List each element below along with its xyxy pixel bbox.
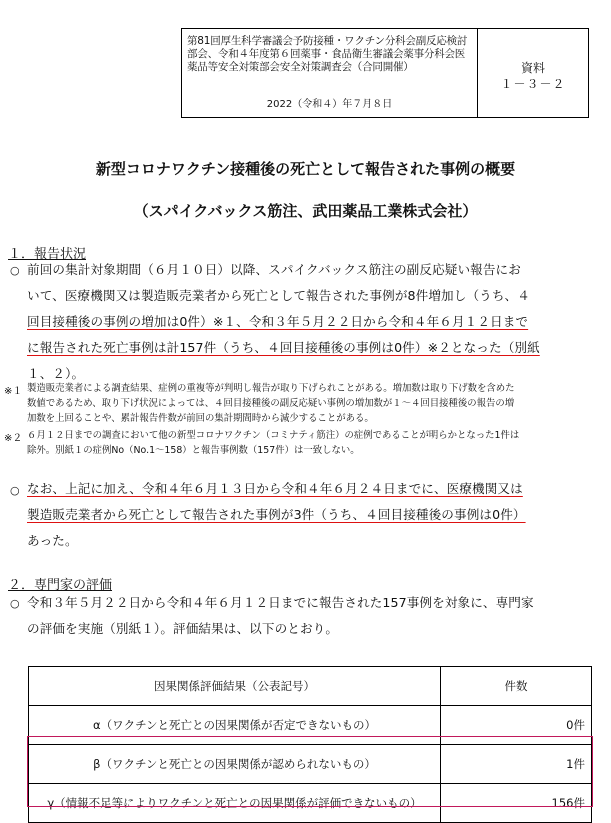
- text-line: に報告された死亡事例は計157件（うち、４回目接種後の事例は0件）※２となった（別紙: [27, 340, 540, 355]
- text-line: 前回の集計対象期間（６月１０日）以降、スパイクバックス筋注の副反応疑い報告にお: [27, 262, 521, 277]
- text-line: あった。: [27, 533, 78, 548]
- document-label: 資料: [520, 61, 545, 75]
- column-header-count: 件数: [441, 667, 592, 706]
- section-heading-expert-evaluation: ２．専門家の評価: [8, 578, 113, 593]
- count-cell: 1件: [441, 745, 592, 784]
- footnote-mark-1: ※１: [4, 386, 23, 397]
- text-line: １、２）。: [27, 366, 85, 381]
- count-cell: 0件: [441, 706, 592, 745]
- meeting-date: 2022（令和４）年７月８日: [266, 99, 393, 110]
- text-line: 回目接種後の事例の増加は0件）※１、令和３年５月２２日から令和４年６月１２日まで: [27, 314, 529, 329]
- text-line: 除外。別紙１の症例No（No.1～158）と報告事例数（157件）は一致しない。: [27, 445, 360, 456]
- page-title: 新型コロナワクチン接種後の死亡として報告された事例の概要: [95, 160, 516, 178]
- text-line: の評価を実施（別紙１）。評価結果は、以下のとおり。: [27, 621, 339, 636]
- category-cell: β（ワクチンと死亡との因果関係が認められないもの）: [29, 745, 441, 784]
- section-heading-report-status: １．報告状況: [8, 247, 87, 262]
- table-header-row: [29, 667, 592, 706]
- text-line: 加数を上回ることや、累計報告件数が前回の集計期間時から減少することがある。: [27, 413, 374, 424]
- column-header-category: 因果関係評価結果（公表記号）: [29, 667, 441, 706]
- document-header-box: [181, 28, 589, 118]
- footnote-1: [27, 381, 593, 426]
- highlight-box: [27, 736, 593, 807]
- bullet-mark: ○: [10, 484, 20, 497]
- text-line: 数値であるため、取り下げ状況によっては、４回目接種後の副反応疑い事例の増加数が１～４回目接種後の報告の増: [27, 398, 515, 409]
- category-cell: γ（情報不足等によりワクチンと死亡との因果関係が評価できないもの）: [29, 784, 441, 823]
- text-line: 令和３年５月２２日から令和４年６月１２日までに報告された157事例を対象に、専門家: [27, 595, 534, 610]
- footnote-mark-2: ※２: [4, 433, 23, 444]
- footnote-2: [27, 428, 593, 458]
- header-meeting-cell: [182, 29, 478, 117]
- text-line: 製造販売業者による調査結果、症例の重複等が判明し報告が取り下げられことがある。増加数は取り下げ数を含めた: [27, 383, 515, 394]
- count-cell: 156件: [441, 784, 592, 823]
- category-cell: α（ワクチンと死亡との因果関係が否定できないもの）: [29, 706, 441, 745]
- meeting-name: 第81回厚生科学審議会予防接種・ワクチン分科会副反応検討部会、令和４年度第６回薬事・食品衛生審議会薬事分科会医薬品等安全対策部会安全対策調査会（合同開催）: [187, 35, 468, 73]
- bullet-mark: ○: [10, 264, 20, 277]
- header-document-cell: [478, 29, 588, 117]
- report-status-paragraph: [27, 257, 593, 387]
- expert-evaluation-paragraph: [27, 590, 593, 642]
- bullet-mark: ○: [10, 597, 20, 610]
- text-line: 製造販売業者から死亡として報告された事例が3件（うち、４回目接種後の事例は0件）: [27, 507, 526, 522]
- text-line: いて、医療機関又は製造販売業者から死亡として報告された事例が8件増加し（うち、４: [27, 288, 530, 303]
- page-subtitle: （スパイクバックス筋注、武田薬品工業株式会社）: [133, 202, 478, 220]
- text-line: なお、上記に加え、令和４年６月１３日から令和４年６月２４日までに、医療機関又は: [27, 481, 523, 496]
- additional-report-paragraph: [27, 476, 593, 554]
- text-line: ６月１２日までの調査において他の新型コロナワクチン（コミナティ筋注）の症例であることが明らかとなった1件は: [27, 430, 520, 441]
- document-number: １－３－２: [500, 77, 566, 91]
